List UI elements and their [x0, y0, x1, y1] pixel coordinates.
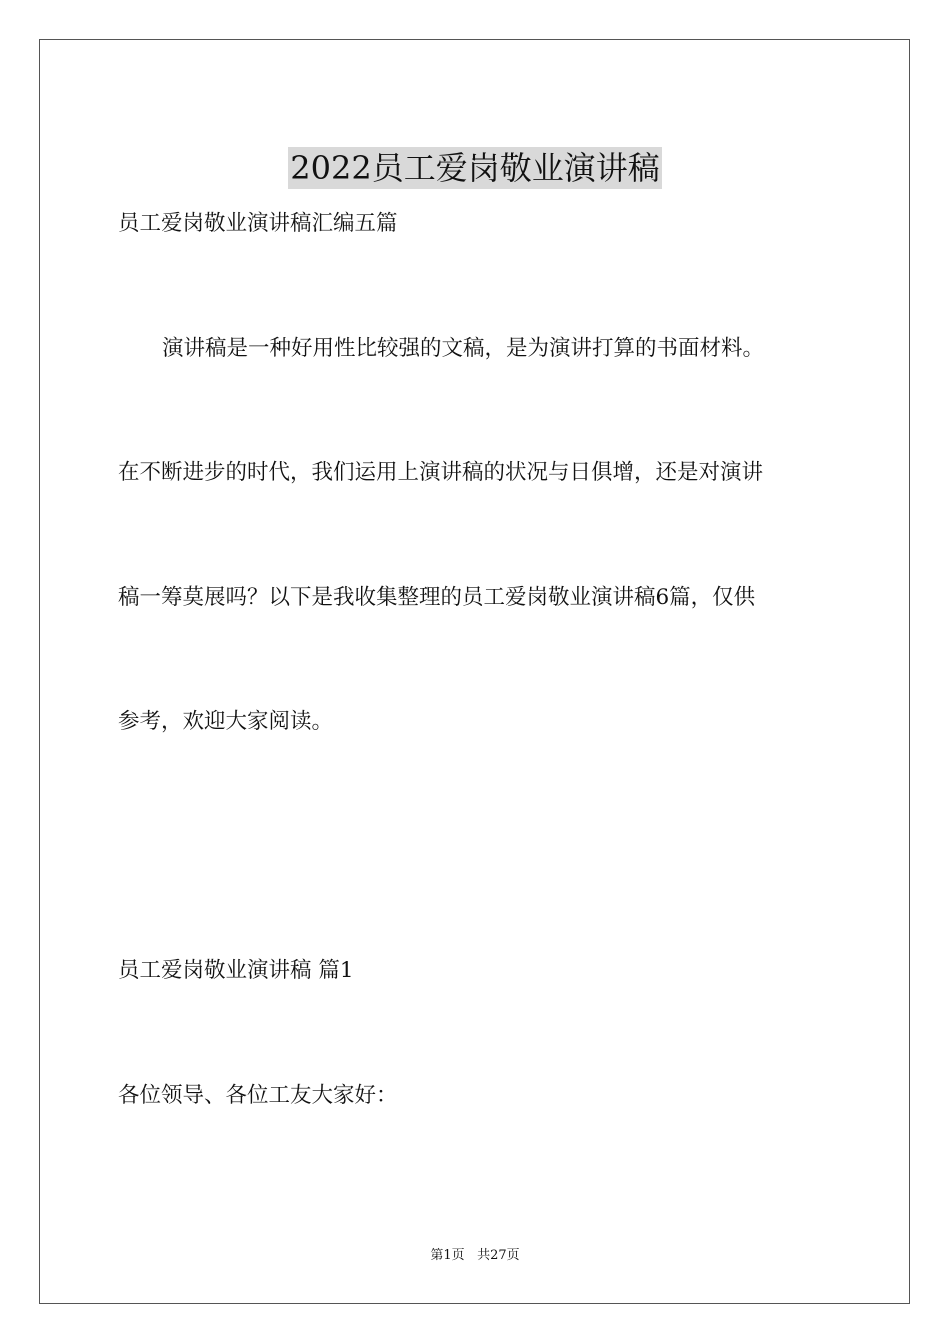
total-pages: 共27页 [477, 1248, 520, 1263]
intro-line-2: 在不断进步的时代，我们运用上演讲稿的状况与日俱增，还是对演讲 [118, 460, 764, 485]
title-container [0, 126, 950, 211]
intro-line-4: 参考，欢迎大家阅读。 [118, 709, 334, 734]
section-heading: 员工爱岗敬业演讲稿 篇1 [118, 958, 354, 983]
intro-line-3: 稿一筹莫展吗？以下是我收集整理的员工爱岗敬业演讲稿6篇，仅供 [118, 585, 756, 610]
page-footer [0, 1246, 950, 1266]
page-number: 第1页 [430, 1248, 465, 1263]
intro-line-1: 演讲稿是一种好用性比较强的文稿，是为演讲打算的书面材料。 [162, 336, 765, 361]
document-subtitle: 员工爱岗敬业演讲稿汇编五篇 [118, 211, 398, 236]
greeting-line: 各位领导、各位工友大家好： [118, 1083, 398, 1108]
document-title: 2022员工爱岗敬业演讲稿 [290, 149, 660, 188]
